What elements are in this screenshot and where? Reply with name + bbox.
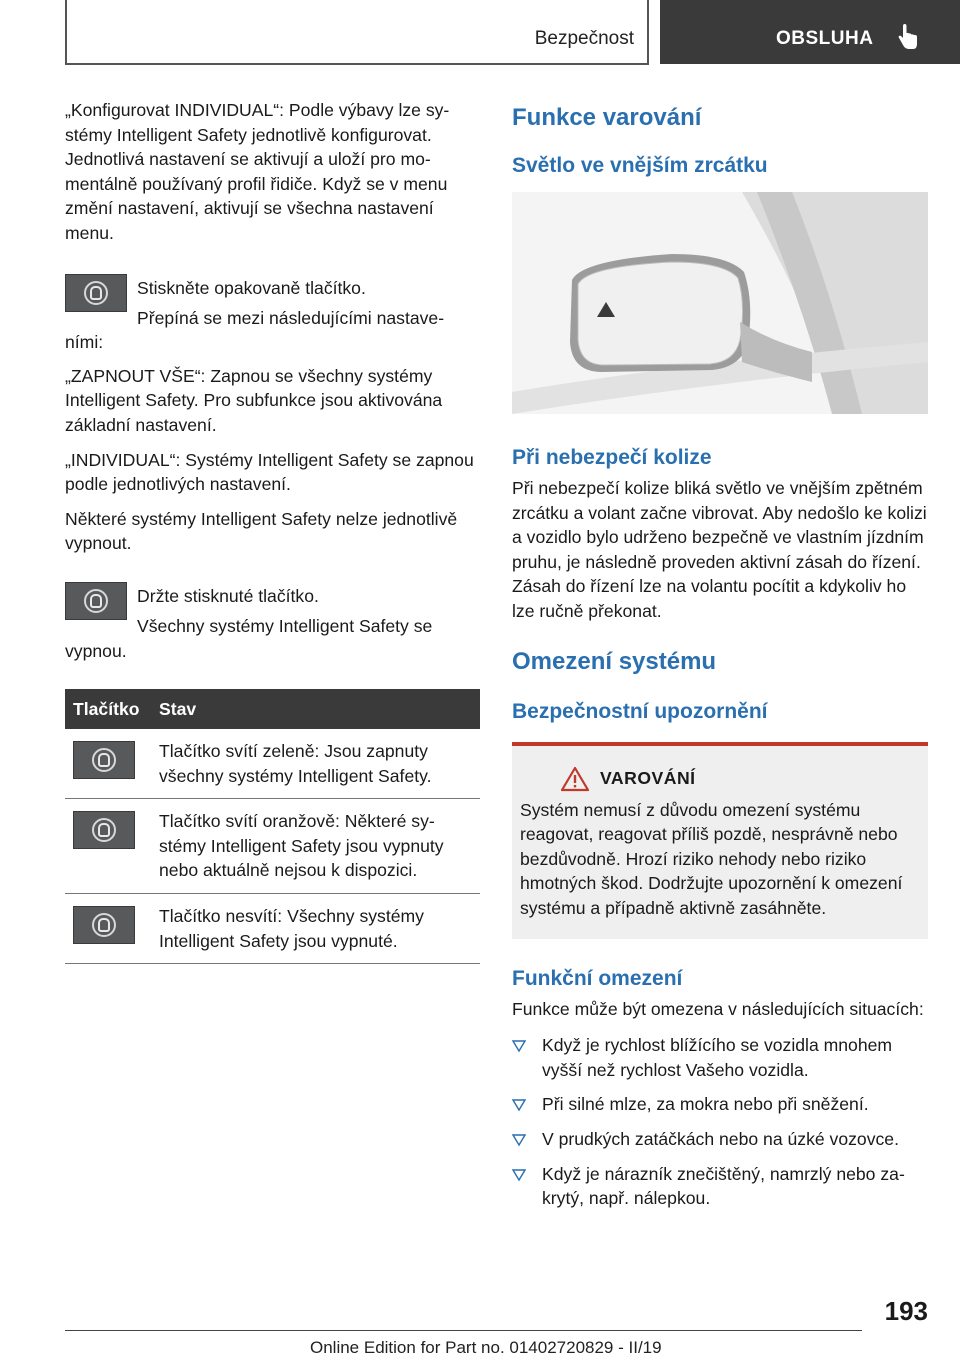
list-item-text: Když je nárazník znečištěný, namrzlý nebo zakrytý, např. nálepkou.: [542, 1163, 905, 1209]
warning-box: [512, 742, 928, 939]
warning-triangle-icon: [560, 766, 590, 792]
intelligent-safety-button-icon: [65, 274, 127, 312]
bullet-triangle-icon: [512, 1039, 526, 1053]
heading-functional-limits: Funkční omezení: [512, 966, 683, 990]
header-section-title: Bezpečnost: [534, 28, 634, 49]
intelligent-safety-button-icon: [73, 906, 135, 944]
list-item: [512, 1033, 928, 1082]
all-off-text-a: Všechny systémy Intelligent Safety se: [137, 615, 433, 636]
table-row: [65, 729, 480, 799]
side-mirror-illustration: [512, 192, 928, 414]
heading-mirror-light: Světlo ve vnějším zrcátku: [512, 154, 768, 177]
intelligent-safety-button-icon: [73, 811, 135, 849]
list-item-text: Když je rychlost blížícího se vozidla mnohem vyšší než rychlost Vašeho vozidla.: [542, 1035, 893, 1080]
header-rule-bottom: [65, 63, 649, 65]
header-chapter-label: OBSLUHA: [776, 28, 874, 49]
left-column: [65, 98, 480, 964]
functional-limits-intro: Funkce může být omezena v následujících situacích:: [512, 998, 924, 1019]
instruction-press-repeat: [65, 274, 480, 312]
warning-text: Systém nemusí z důvodu omezení systému reagovat, reagovat příliš pozdě, nesprávně nebo bezdůvodně. Hrozí riziko nehody nebo riziko hmotných škod. Dodržujte upozornění k omezení systému a případně aktivně zasáhněte.: [520, 799, 903, 918]
intelligent-safety-button-icon: [65, 582, 127, 620]
heading-system-limits: Omezení systému: [512, 647, 717, 675]
press-repeat-text: Stiskněte opakovaně tlačítko.: [137, 277, 366, 298]
bullet-triangle-icon: [512, 1168, 526, 1182]
table-row: [65, 799, 480, 894]
heading-safety-notes: Bezpečnostní upozornění: [512, 699, 768, 723]
all-off-text-b: vypnou.: [65, 640, 127, 661]
switch-between-text-b: ními:: [65, 332, 104, 353]
bullet-triangle-icon: [512, 1133, 526, 1147]
collision-paragraph: Při nebezpečí kolize bliká světlo ve vnějším zpětném zrcátku a volant začne vibrovat. Aby nedošlo ke kolizi a vozidlo bylo udrženo bezpečně ve vlastním jízdním pruhu, je následně proveden aktivní zásah do řízení. Zásah do řízení lze na volantu pocítit a kdykoliv ho lze ručně překonat.: [512, 478, 927, 621]
instruction-hold-pressed: [65, 582, 480, 620]
limits-list: [512, 1033, 928, 1211]
header-rule-left: [65, 0, 67, 64]
all-on-paragraph: „ZAPNOUT VŠE“: Zapnou se všechny systémy Intelligent Safety. Pro subfunkce jsou aktivována základní nastavení.: [65, 365, 443, 435]
list-item-text: Při silné mlze, za mokra nebo při sněžení.: [542, 1094, 869, 1115]
heading-warning-functions: Funkce varování: [512, 104, 702, 131]
bullet-triangle-icon: [512, 1098, 526, 1112]
button-state-table: [65, 689, 480, 964]
some-cannot-paragraph: Některé systémy Intelligent Safety nelze jednotlivě vypnout.: [65, 508, 458, 554]
mirror-photo: [512, 192, 928, 414]
right-column: [512, 98, 928, 1221]
individual-paragraph: „INDIVIDUAL“: Systémy Intelligent Safety se zapnou podle jednotlivých nastavení.: [65, 449, 474, 495]
table-header-state: Stav: [151, 689, 480, 729]
list-item: [512, 1162, 928, 1211]
list-item-text: V prudkých zatáčkách nebo na úzké vozovce.: [542, 1128, 899, 1149]
table-cell-state: Tlačítko svítí oranžově: Některé systémy Intelligent Safety jsou vypnuty nebo aktuálně nejsou k dispozici.: [151, 799, 480, 894]
intro-paragraph: „Konfigurovat INDIVIDUAL“: Podle výbavy lze systémy Intelligent Safety jednotlivě konfigurovat. Jednotlivá nastavení se aktivují a uloží pro momentálně používaný profil řidiče. Když se v menu změní nastavení, aktivují se všechna nastavení menu.: [65, 100, 450, 243]
table-row: [65, 894, 480, 964]
page-number: 193: [884, 1296, 928, 1326]
pointing-hand-icon: [896, 24, 920, 52]
header-rule-right: [647, 0, 649, 64]
warning-title: VAROVÁNÍ: [600, 768, 696, 789]
intelligent-safety-button-icon: [73, 741, 135, 779]
footer-edition: Online Edition for Part no. 01402720829 - II/19: [310, 1338, 662, 1357]
table-cell-state: Tlačítko svítí zeleně: Jsou zapnuty všechny systémy Intelligent Safety.: [151, 729, 480, 799]
footer-rule: [65, 1330, 862, 1331]
switch-between-text-a: Přepíná se mezi následujícími nastave-: [137, 307, 445, 328]
list-item: [512, 1127, 928, 1152]
hold-pressed-text: Držte stisknuté tlačítko.: [137, 585, 319, 606]
list-item: [512, 1092, 928, 1117]
table-cell-state: Tlačítko nesvítí: Všechny systémy Intelligent Safety jsou vypnuté.: [151, 894, 480, 964]
heading-collision: Při nebezpečí kolize: [512, 446, 712, 469]
table-header-button: Tlačítko: [65, 689, 151, 729]
